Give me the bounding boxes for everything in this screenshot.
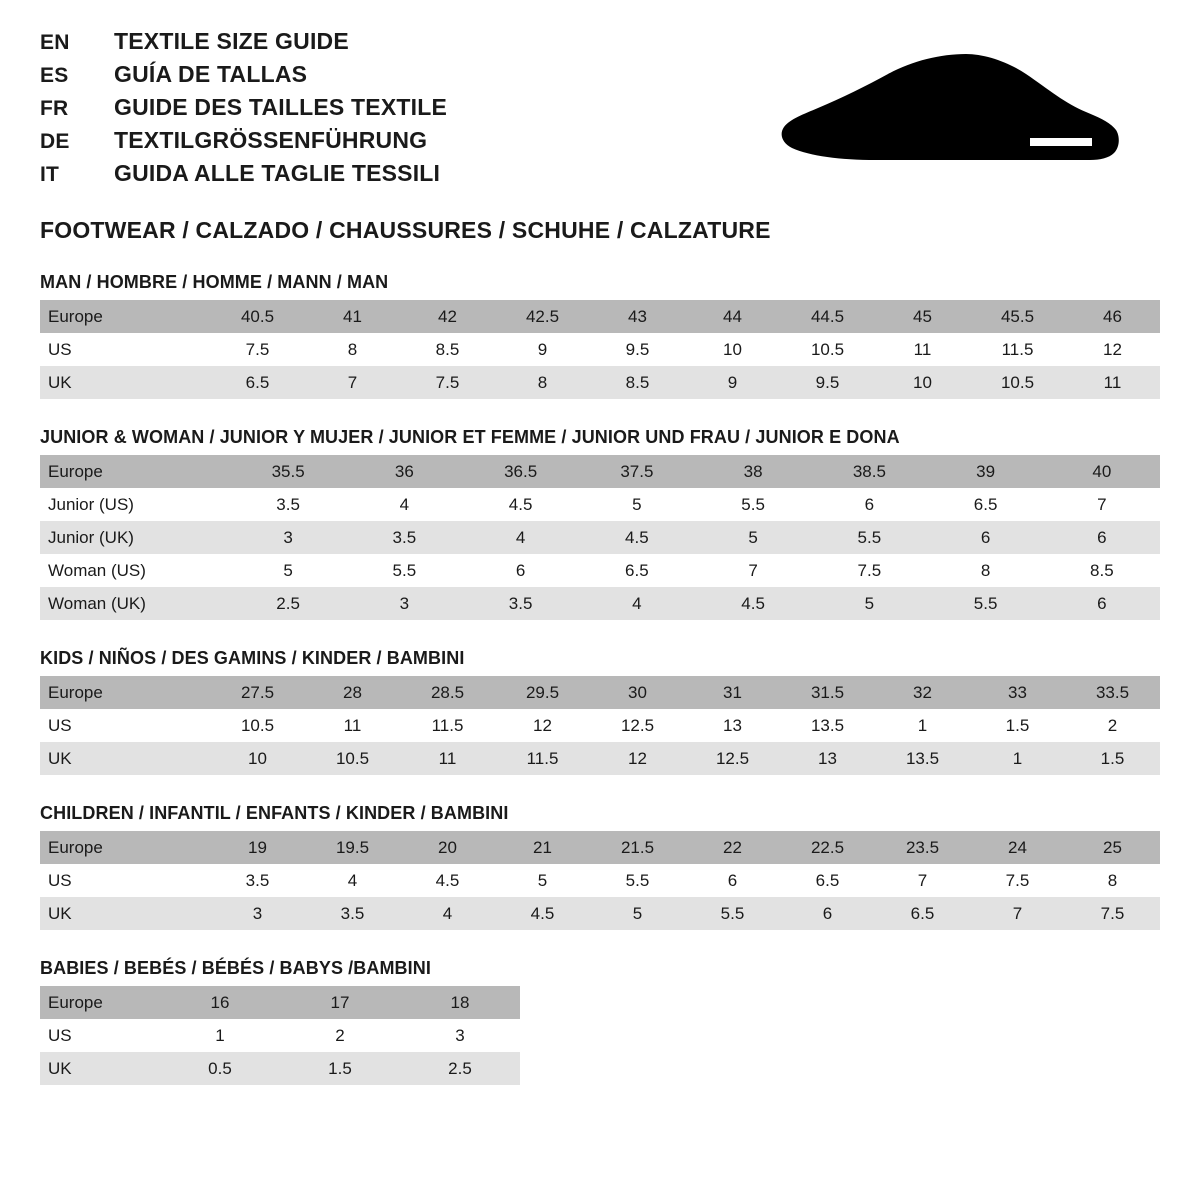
size-cell: 10 xyxy=(685,333,780,366)
size-cell: 2.5 xyxy=(230,587,346,620)
language-code: FR xyxy=(40,97,69,120)
size-cell: 4 xyxy=(463,521,579,554)
table-row xyxy=(40,1019,520,1052)
size-cell: 22.5 xyxy=(780,831,875,864)
size-cell: 8 xyxy=(1065,864,1160,897)
size-cell: 1.5 xyxy=(1065,742,1160,775)
size-cell: 22 xyxy=(685,831,780,864)
size-cell: 1 xyxy=(970,742,1065,775)
size-cell: 6 xyxy=(463,554,579,587)
size-cell: 13 xyxy=(685,709,780,742)
size-cell: 36.5 xyxy=(463,455,579,488)
size-cell: 35.5 xyxy=(230,455,346,488)
size-cell: 6.5 xyxy=(928,488,1044,521)
size-cell: 7.5 xyxy=(1065,897,1160,930)
size-cell: 11.5 xyxy=(495,742,590,775)
language-row xyxy=(40,129,447,152)
row-label: US xyxy=(40,333,210,366)
size-cell: 44.5 xyxy=(780,300,875,333)
section-title: KIDS / NIÑOS / DES GAMINS / KINDER / BAMBINI xyxy=(40,648,465,668)
size-cell: 33.5 xyxy=(1065,676,1160,709)
size-cell: 28.5 xyxy=(400,676,495,709)
table-row xyxy=(40,1052,520,1085)
size-cell: 2 xyxy=(1065,709,1160,742)
category-title: FOOTWEAR / CALZADO / CHAUSSURES / SCHUHE / CALZATURE xyxy=(40,217,771,243)
size-cell: 7 xyxy=(1044,488,1160,521)
size-cell: 6 xyxy=(811,488,927,521)
size-cell: 3 xyxy=(346,587,462,620)
size-cell: 23.5 xyxy=(875,831,970,864)
size-cell: 4.5 xyxy=(695,587,811,620)
size-cell: 5 xyxy=(230,554,346,587)
size-cell: 18 xyxy=(400,986,520,1019)
size-cell: 1 xyxy=(875,709,970,742)
size-cell: 8.5 xyxy=(590,366,685,399)
language-code: ES xyxy=(40,64,69,87)
size-cell: 28 xyxy=(305,676,400,709)
size-cell: 42 xyxy=(400,300,495,333)
size-cell: 11.5 xyxy=(970,333,1065,366)
table-row xyxy=(40,676,1160,709)
size-cell: 7 xyxy=(305,366,400,399)
size-cell: 13.5 xyxy=(780,709,875,742)
dress-shoe-icon xyxy=(780,52,1120,182)
size-cell: 2 xyxy=(280,1019,400,1052)
size-cell: 38.5 xyxy=(811,455,927,488)
size-cell: 5 xyxy=(495,864,590,897)
size-cell: 8.5 xyxy=(400,333,495,366)
language-title: GUIDE DES TAILLES TEXTILE xyxy=(114,94,447,120)
size-cell: 36 xyxy=(346,455,462,488)
language-row xyxy=(40,96,447,119)
size-cell: 13 xyxy=(780,742,875,775)
size-cell: 31.5 xyxy=(780,676,875,709)
size-cell: 5.5 xyxy=(811,521,927,554)
size-cell: 5 xyxy=(695,521,811,554)
size-cell: 3 xyxy=(400,1019,520,1052)
size-cell: 19 xyxy=(210,831,305,864)
row-label: US xyxy=(40,864,210,897)
size-cell: 5.5 xyxy=(928,587,1044,620)
row-label: UK xyxy=(40,742,210,775)
size-section xyxy=(40,803,1160,930)
size-cell: 31 xyxy=(685,676,780,709)
row-label: Europe xyxy=(40,676,210,709)
size-cell: 3.5 xyxy=(210,864,305,897)
table-row xyxy=(40,521,1160,554)
size-sections xyxy=(40,272,1160,1085)
size-cell: 42.5 xyxy=(495,300,590,333)
size-cell: 9.5 xyxy=(780,366,875,399)
language-code: IT xyxy=(40,163,60,186)
size-cell: 40 xyxy=(1044,455,1160,488)
size-cell: 11 xyxy=(1065,366,1160,399)
section-title: JUNIOR & WOMAN / JUNIOR Y MUJER / JUNIOR ET FEMME / JUNIOR UND FRAU / JUNIOR E DONA xyxy=(40,427,900,447)
row-label: Europe xyxy=(40,455,230,488)
language-title-list xyxy=(40,30,447,195)
size-cell: 5.5 xyxy=(685,897,780,930)
size-cell: 12 xyxy=(495,709,590,742)
size-cell: 2.5 xyxy=(400,1052,520,1085)
size-cell: 45.5 xyxy=(970,300,1065,333)
size-cell: 6.5 xyxy=(875,897,970,930)
table-row xyxy=(40,488,1160,521)
size-cell: 33 xyxy=(970,676,1065,709)
size-cell: 46 xyxy=(1065,300,1160,333)
size-cell: 0.5 xyxy=(160,1052,280,1085)
size-cell: 5.5 xyxy=(346,554,462,587)
size-cell: 21.5 xyxy=(590,831,685,864)
size-cell: 6 xyxy=(1044,521,1160,554)
size-cell: 3 xyxy=(210,897,305,930)
row-label: Europe xyxy=(40,986,160,1019)
section-title: CHILDREN / INFANTIL / ENFANTS / KINDER / BAMBINI xyxy=(40,803,509,823)
table-row xyxy=(40,587,1160,620)
size-cell: 7.5 xyxy=(400,366,495,399)
size-cell: 3.5 xyxy=(305,897,400,930)
size-cell: 4 xyxy=(305,864,400,897)
size-cell: 38 xyxy=(695,455,811,488)
table-row xyxy=(40,300,1160,333)
table-row xyxy=(40,742,1160,775)
size-cell: 7.5 xyxy=(811,554,927,587)
row-label: UK xyxy=(40,1052,160,1085)
size-cell: 5 xyxy=(811,587,927,620)
size-cell: 11 xyxy=(400,742,495,775)
size-section xyxy=(40,272,1160,399)
size-cell: 6.5 xyxy=(579,554,695,587)
size-cell: 6.5 xyxy=(210,366,305,399)
size-cell: 17 xyxy=(280,986,400,1019)
table-row xyxy=(40,864,1160,897)
size-cell: 11.5 xyxy=(400,709,495,742)
row-label: US xyxy=(40,1019,160,1052)
size-cell: 21 xyxy=(495,831,590,864)
size-cell: 5.5 xyxy=(590,864,685,897)
size-cell: 7.5 xyxy=(210,333,305,366)
size-section xyxy=(40,958,1160,1085)
size-cell: 19.5 xyxy=(305,831,400,864)
table-row xyxy=(40,455,1160,488)
size-cell: 12 xyxy=(590,742,685,775)
section-title: BABIES / BEBÉS / BÉBÉS / BABYS /BAMBINI xyxy=(40,958,431,978)
size-cell: 6 xyxy=(685,864,780,897)
size-table xyxy=(40,831,1160,930)
row-label: UK xyxy=(40,897,210,930)
size-section xyxy=(40,427,1160,620)
size-cell: 7.5 xyxy=(970,864,1065,897)
row-label: UK xyxy=(40,366,210,399)
language-title: TEXTILE SIZE GUIDE xyxy=(114,28,349,54)
size-cell: 27.5 xyxy=(210,676,305,709)
size-cell: 13.5 xyxy=(875,742,970,775)
row-label: Junior (US) xyxy=(40,488,230,521)
language-row xyxy=(40,162,447,185)
size-cell: 8.5 xyxy=(1044,554,1160,587)
size-cell: 11 xyxy=(875,333,970,366)
row-label: Europe xyxy=(40,831,210,864)
size-cell: 4.5 xyxy=(463,488,579,521)
size-section xyxy=(40,648,1160,775)
table-row xyxy=(40,897,1160,930)
size-cell: 10 xyxy=(875,366,970,399)
size-cell: 1 xyxy=(160,1019,280,1052)
size-cell: 5 xyxy=(590,897,685,930)
size-cell: 44 xyxy=(685,300,780,333)
size-cell: 4.5 xyxy=(400,864,495,897)
size-cell: 6 xyxy=(780,897,875,930)
language-code: EN xyxy=(40,31,70,54)
size-cell: 45 xyxy=(875,300,970,333)
size-cell: 5.5 xyxy=(695,488,811,521)
size-cell: 4.5 xyxy=(579,521,695,554)
size-cell: 8 xyxy=(928,554,1044,587)
row-label: US xyxy=(40,709,210,742)
size-cell: 37.5 xyxy=(579,455,695,488)
size-cell: 7 xyxy=(875,864,970,897)
size-cell: 10 xyxy=(210,742,305,775)
size-cell: 24 xyxy=(970,831,1065,864)
size-cell: 3.5 xyxy=(463,587,579,620)
size-cell: 40.5 xyxy=(210,300,305,333)
size-cell: 39 xyxy=(928,455,1044,488)
table-row xyxy=(40,709,1160,742)
table-row xyxy=(40,986,520,1019)
size-cell: 3.5 xyxy=(230,488,346,521)
size-cell: 41 xyxy=(305,300,400,333)
size-cell: 12.5 xyxy=(685,742,780,775)
size-table xyxy=(40,300,1160,399)
size-cell: 7 xyxy=(970,897,1065,930)
size-cell: 12 xyxy=(1065,333,1160,366)
row-label: Woman (US) xyxy=(40,554,230,587)
language-row xyxy=(40,63,447,86)
size-cell: 30 xyxy=(590,676,685,709)
size-cell: 4 xyxy=(346,488,462,521)
size-cell: 4 xyxy=(579,587,695,620)
size-cell: 32 xyxy=(875,676,970,709)
language-code: DE xyxy=(40,130,70,153)
row-label: Junior (UK) xyxy=(40,521,230,554)
size-cell: 10.5 xyxy=(970,366,1065,399)
size-table xyxy=(40,455,1160,620)
table-row xyxy=(40,366,1160,399)
size-cell: 6 xyxy=(928,521,1044,554)
size-cell: 25 xyxy=(1065,831,1160,864)
size-cell: 4 xyxy=(400,897,495,930)
language-row xyxy=(40,30,447,53)
size-cell: 4.5 xyxy=(495,897,590,930)
language-title: GUIDA ALLE TAGLIE TESSILI xyxy=(114,160,441,186)
size-cell: 8 xyxy=(305,333,400,366)
size-cell: 8 xyxy=(495,366,590,399)
table-row xyxy=(40,554,1160,587)
size-cell: 16 xyxy=(160,986,280,1019)
size-cell: 3 xyxy=(230,521,346,554)
row-label: Woman (UK) xyxy=(40,587,230,620)
size-cell: 1.5 xyxy=(970,709,1065,742)
size-cell: 29.5 xyxy=(495,676,590,709)
size-cell: 10.5 xyxy=(210,709,305,742)
size-cell: 6 xyxy=(1044,587,1160,620)
size-cell: 9 xyxy=(685,366,780,399)
size-table xyxy=(40,986,520,1085)
size-cell: 6.5 xyxy=(780,864,875,897)
size-cell: 9.5 xyxy=(590,333,685,366)
size-cell: 10.5 xyxy=(305,742,400,775)
page-header xyxy=(40,30,1160,195)
size-cell: 9 xyxy=(495,333,590,366)
size-cell: 10.5 xyxy=(780,333,875,366)
size-cell: 12.5 xyxy=(590,709,685,742)
size-cell: 5 xyxy=(579,488,695,521)
row-label: Europe xyxy=(40,300,210,333)
size-cell: 3.5 xyxy=(346,521,462,554)
table-row xyxy=(40,831,1160,864)
size-cell: 11 xyxy=(305,709,400,742)
size-table xyxy=(40,676,1160,775)
table-row xyxy=(40,333,1160,366)
size-cell: 7 xyxy=(695,554,811,587)
size-cell: 1.5 xyxy=(280,1052,400,1085)
language-title: GUÍA DE TALLAS xyxy=(114,61,308,87)
language-title: TEXTILGRÖSSENFÜHRUNG xyxy=(114,127,428,153)
size-cell: 20 xyxy=(400,831,495,864)
size-cell: 43 xyxy=(590,300,685,333)
section-title: MAN / HOMBRE / HOMME / MANN / MAN xyxy=(40,272,389,292)
